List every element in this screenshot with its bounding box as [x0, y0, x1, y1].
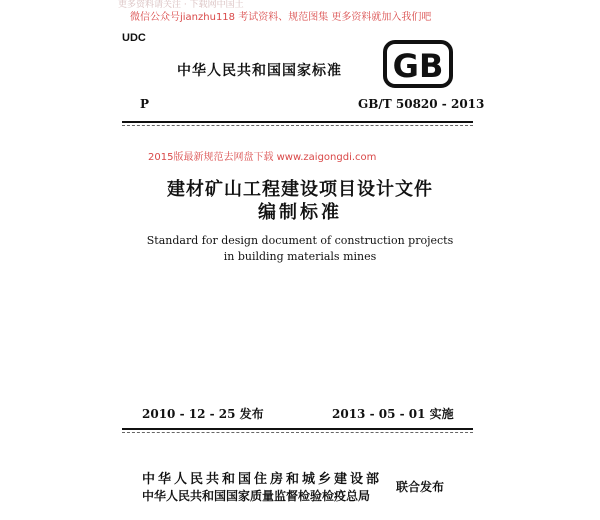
issue-date: 2010 - 12 - 25 发布 — [142, 407, 264, 421]
header-divider — [122, 121, 473, 123]
classification-code: P — [140, 97, 150, 111]
standard-number: GB/T 50820 - 2013 — [358, 97, 485, 111]
faint-watermark: 更多资料请关注 · 下载网中国土 — [118, 0, 244, 10]
national-standard-heading: 中华人民共和国国家标准 — [177, 63, 342, 79]
footer-divider — [122, 428, 473, 430]
middle-watermark: 2015版最新规范去网盘下载 www.zaigongdi.com — [148, 152, 377, 163]
issuer-aqsiq: 中华人民共和国国家质量监督检验检疫总局 — [142, 489, 371, 503]
joint-issue-label: 联合发布 — [396, 480, 445, 494]
title-english-line1: Standard for design document of construction projects — [146, 234, 454, 247]
title-chinese-line1: 建材矿山工程建设项目设计文件 — [167, 179, 433, 200]
issuer-ministry: 中华人民共和国住房和城乡建设部 — [142, 472, 383, 487]
footer-divider-thin — [122, 432, 473, 433]
udc-label: UDC — [122, 32, 146, 44]
title-chinese-line2: 编制标准 — [258, 202, 342, 223]
implementation-date: 2013 - 05 - 01 实施 — [332, 407, 454, 421]
gb-logo-text: GB — [392, 47, 444, 85]
header-divider-thin — [122, 125, 473, 126]
title-english-line2: in building materials mines — [223, 250, 377, 263]
top-watermark: 微信公众号jianzhu118 考试资料、规范图集 更多资料就加入我们吧 — [130, 12, 432, 23]
gb-logo-icon — [383, 40, 453, 88]
